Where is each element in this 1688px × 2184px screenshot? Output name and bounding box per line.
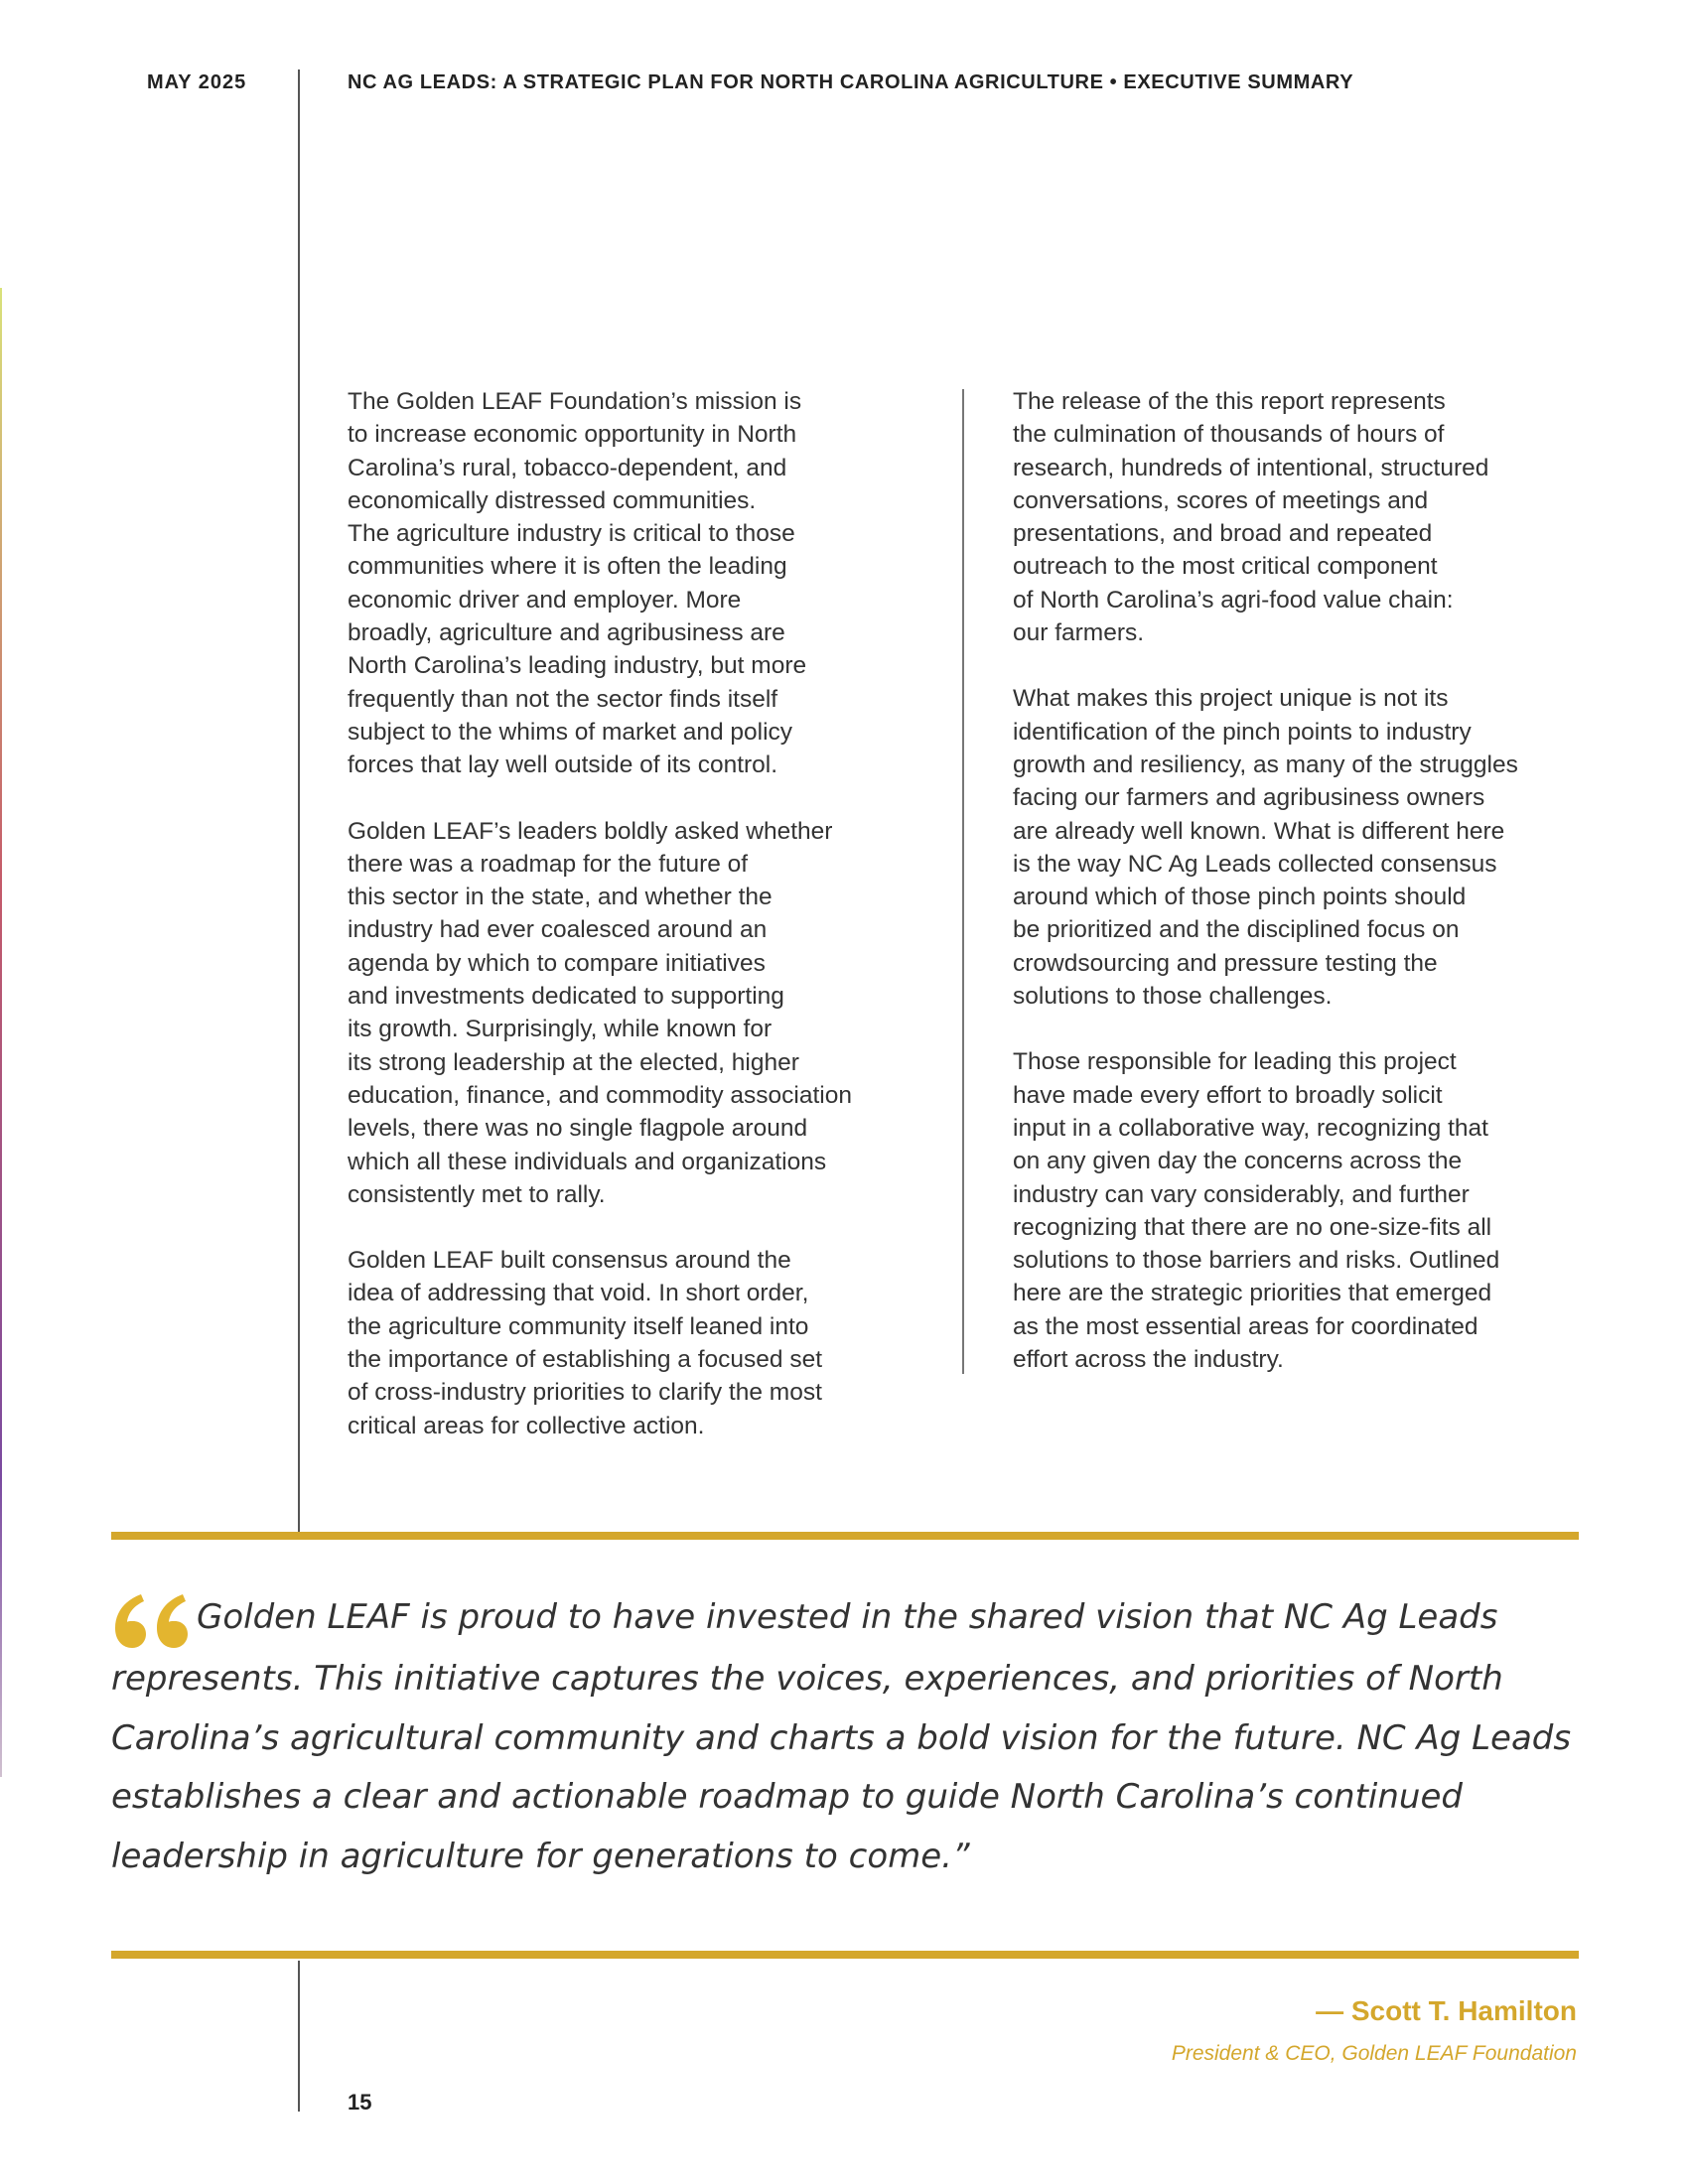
left-paragraph-1: The Golden LEAF Foundation’s mission is to increase economic opportunity in North Carolina’s rural, tobacco-dependent, and economically distressed communities. The agriculture industry is critical to those communities where it is often the leading economic driver and employer. More broadly, agriculture and agribusiness are North Carolina’s leading industry, but more frequently than not the sector finds itself subject to the whims of market and policy forces that lay well outside of its control. [348,388,807,779]
right-paragraph-1: The release of the this report represents the culmination of thousands of hours of research, hundreds of intentional, structured conversations, scores of meetings and presentations, and broad and repeated outreach to the most critical component of North Carolina’s agri-food value chain: our farmers. [1013,388,1489,647]
quote-rule-bottom [111,1951,1579,1959]
pull-quote [111,1588,1591,1886]
right-column [1013,385,1599,1409]
attribution-name: — Scott T. Hamilton [1316,1995,1577,2026]
page-edge-decoration [0,288,2,1777]
right-paragraph-3: Those responsible for leading this project have made every effort to broadly solicit input in a collaborative way, recognizing that on any given day the concerns across the industry can vary considerably, and further recognizing that there are no one-size-fits all solutions to those barriers and risks. Outlined here are the strategic priorities that emerged as the most essential areas for coordinated effort across the industry. [1013,1048,1500,1374]
column-divider [962,389,964,1374]
vertical-divider-top [298,69,300,1534]
quote-mark-icon [111,1590,189,1652]
vertical-divider-bottom [298,1961,300,2112]
quote-rule-top [111,1532,1579,1540]
quote-text: Golden LEAF is proud to have invested in the shared vision that NC Ag Leads represents. This initiative captures the voices, experiences, and priorities of North Carolina’s agricultural community and charts a bold vision for the future. NC Ag Leads establishes a clear and actionable roadmap to guide North Carolina’s continued leadership in agriculture for generations to come.” [111,1597,1572,1876]
header-date: MAY 2025 [147,71,247,93]
left-paragraph-2: Golden LEAF’s leaders boldly asked whether there was a roadmap for the future of this sector in the state, and whether the industry had ever coalesced around an agenda by which to compare initiatives and investments dedicated to supporting its growth. Surprisingly, while known for its strong leadership at the elected, higher education, finance, and commodity association levels, there was no single flagpole around which all these individuals and organizations consistently met to rally. [348,817,852,1208]
left-column [348,385,933,1475]
header-title: NC AG LEADS: A STRATEGIC PLAN FOR NORTH CAROLINA AGRICULTURE • EXECUTIVE SUMMARY [348,71,1354,93]
page-number: 15 [348,2090,372,2115]
left-paragraph-3: Golden LEAF built consensus around the idea of addressing that void. In short order, the agriculture community itself leaned into the importance of establishing a focused set of cross-industry priorities to clarify the most critical areas for collective action. [348,1247,823,1439]
attribution-title: President & CEO, Golden LEAF Foundation [1171,2042,1577,2065]
right-paragraph-2: What makes this project unique is not its identification of the pinch points to industry growth and resiliency, as many of the struggles facing our farmers and agribusiness owners are already well known. What is different here is the way NC Ag Leads collected consensus around which of those pinch points should be prioritized and the disciplined focus on crowdsourcing and pressure testing the solutions to those challenges. [1013,685,1518,1011]
